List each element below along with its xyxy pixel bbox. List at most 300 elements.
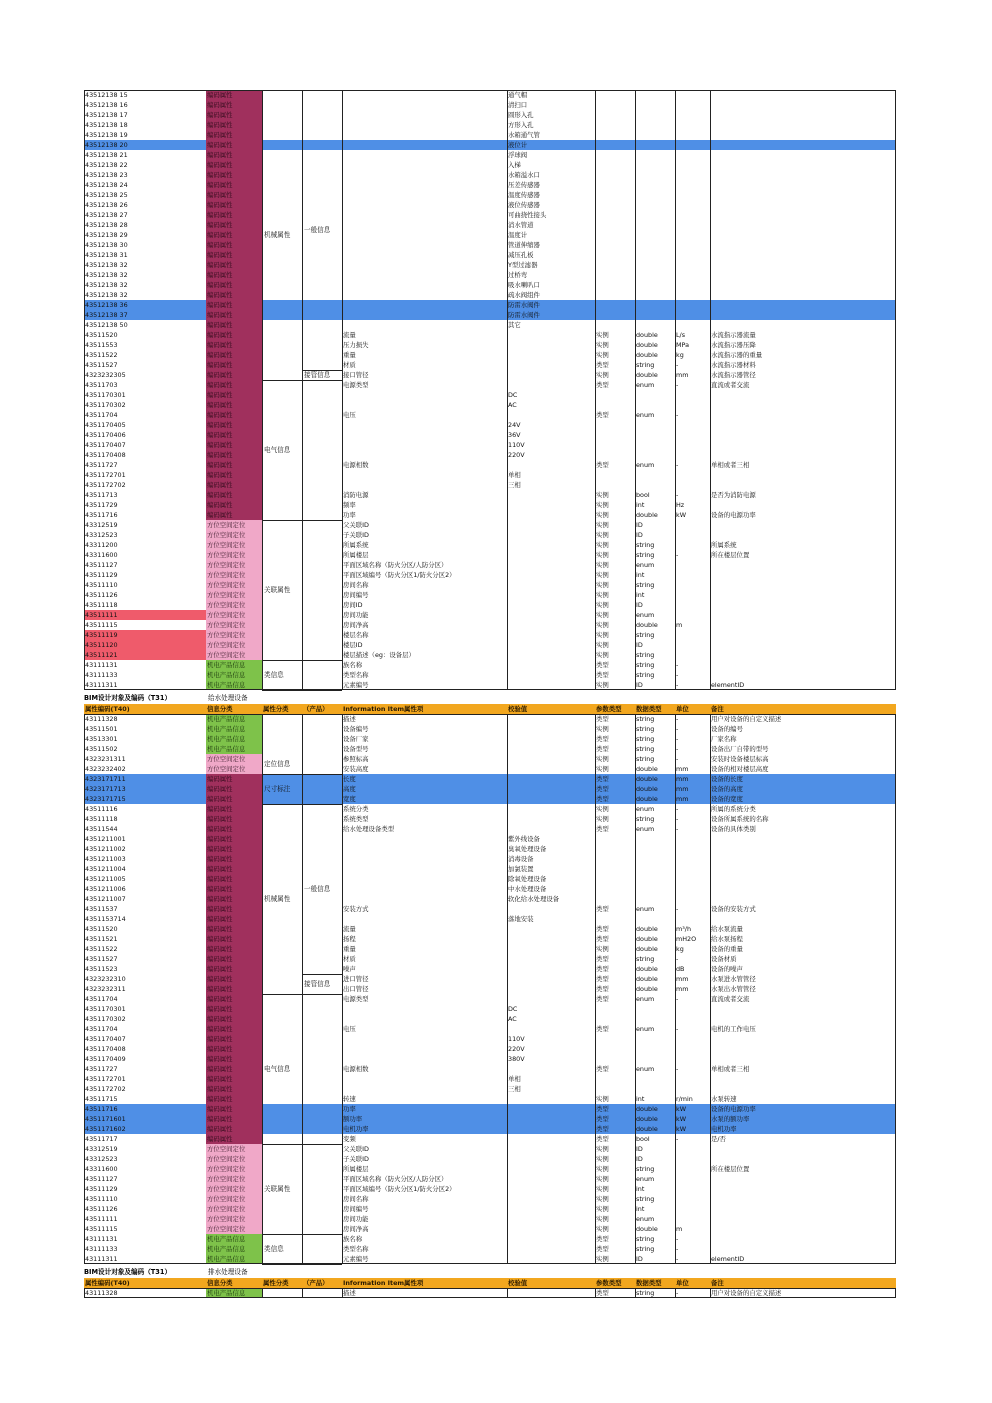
column-header: 备注 (710, 704, 896, 714)
group-label: 电气信息 (264, 1065, 291, 1073)
cell: 设备的具体类别 (711, 825, 756, 833)
cell: kW (676, 1105, 687, 1113)
grid-line (635, 714, 636, 1264)
group-label: 电气信息 (264, 446, 291, 454)
cell: 类型 (596, 985, 609, 993)
cell: 温度计 (508, 231, 528, 239)
cell: int (636, 1185, 645, 1193)
cell: 直流或者交流 (711, 995, 750, 1003)
cell: 实例 (596, 681, 609, 689)
cell: string (636, 1289, 655, 1297)
cell: 扬程 (343, 935, 356, 943)
cell: 类型 (596, 671, 609, 679)
cell: AC (508, 1015, 517, 1023)
cell: int (636, 1205, 645, 1213)
cell: 实例 (596, 725, 609, 733)
cell: 单相 (508, 471, 521, 479)
cell: 类型 (596, 461, 609, 469)
cell: 楼层描述（eg：设备层） (343, 651, 415, 659)
cell: 4351172702 (85, 481, 126, 489)
group-label: 尺寸标注 (264, 785, 291, 793)
cell: 43511118 (85, 815, 118, 823)
cell: 实例 (596, 1255, 609, 1263)
cell: 电源类型 (343, 995, 369, 1003)
cell: 重量 (343, 945, 356, 953)
cell: - (676, 1235, 679, 1243)
cell: 43512138 18 (85, 121, 128, 129)
cell: 编码属性 (206, 360, 262, 370)
cell: 4351170302 (85, 1015, 126, 1023)
cell: 43511703 (85, 381, 118, 389)
cell: 方位空间定位 (206, 530, 262, 540)
cell: 43511521 (85, 935, 118, 943)
cell: 实例 (596, 571, 609, 579)
cell: 编码属性 (206, 380, 262, 390)
cell: 实例 (596, 591, 609, 599)
cell: 4351211006 (85, 885, 126, 893)
cell: 单相 (508, 1075, 521, 1083)
cell: 方形入孔 (508, 121, 534, 129)
cell: 父关联ID (343, 521, 369, 529)
cell: 编码属性 (206, 100, 262, 110)
cell: 编码属性 (206, 470, 262, 480)
cell: string (636, 1165, 655, 1173)
cell: 4351171601 (84, 1114, 206, 1124)
cell: 平面区域名称（防火分区/人防分区） (343, 1175, 448, 1183)
cell: 43512138 32 (85, 281, 128, 289)
cell: mm (676, 371, 689, 379)
subgroup-label: 接管信息 (304, 980, 331, 988)
cell: - (676, 1255, 679, 1263)
cell: 高度 (343, 785, 356, 793)
cell: m (676, 1225, 683, 1233)
cell: 管道伸缩器 (508, 241, 540, 249)
table-header (84, 1278, 896, 1288)
cell: mH2O (676, 935, 697, 943)
cell: 编码属性 (206, 270, 262, 280)
cell: MPa (676, 341, 689, 349)
cell: 编码属性 (206, 410, 262, 420)
cell: 编码属性 (206, 230, 262, 240)
cell: dB (676, 965, 685, 973)
cell: 类型 (596, 745, 609, 753)
cell: mm (676, 765, 689, 773)
cell: 疏水阀组件 (508, 291, 540, 299)
cell: 220V (508, 451, 525, 459)
cell: 房间名称 (343, 1195, 369, 1203)
cell: 4351211002 (85, 845, 126, 853)
cell: 类型 (596, 735, 609, 743)
cell: L/s (676, 331, 686, 339)
cell: string (636, 735, 655, 743)
cell: 43512138 20 (84, 140, 206, 150)
cell: 压差传感器 (508, 181, 540, 189)
cell: ID (636, 521, 643, 529)
cell: 安装方式 (343, 905, 369, 913)
cell: 三相 (508, 1085, 521, 1093)
cell: 4351171602 (84, 1124, 206, 1134)
cell: 方位空间定位 (206, 610, 262, 620)
cell: 类型 (596, 955, 609, 963)
cell: 平面区域编号（防火分区1/防火分区2） (343, 1185, 456, 1193)
column-header: 信息分类 (206, 704, 262, 714)
column-header: 信息分类 (206, 1278, 262, 1288)
cell: 编码属性 (206, 510, 262, 520)
cell: - (676, 491, 679, 499)
cell: kW (676, 1115, 687, 1123)
cell: 编码属性 (206, 150, 262, 160)
cell: 编码属性 (206, 894, 262, 904)
cell: 水泵的额功率 (711, 1115, 750, 1123)
cell: 43511119 (84, 630, 206, 640)
cell: 编码属性 (206, 110, 262, 120)
cell: 43511110 (85, 581, 118, 589)
group-label: 定位信息 (264, 760, 291, 768)
cell: 设备的噪声 (711, 965, 743, 973)
grid-line (635, 1288, 636, 1298)
cell: 方位空间定位 (206, 754, 262, 764)
cell: 编码属性 (206, 240, 262, 250)
group-divider (262, 1234, 342, 1235)
cell: 机电产品信息 (206, 714, 262, 724)
cell: 编码属性 (206, 340, 262, 350)
cell: 温度传感器 (508, 191, 540, 199)
cell: 机电产品信息 (206, 734, 262, 744)
cell: 4351153714 (85, 915, 126, 923)
cell: 43511715 (85, 1095, 118, 1103)
cell: 43111133 (85, 1245, 118, 1253)
object-name: 给水处理设备 (208, 694, 248, 702)
column-header: Information Item属性项 (342, 1278, 507, 1288)
cell: 4351172701 (85, 1075, 126, 1083)
cell: string (636, 651, 655, 659)
cell: 方位空间定位 (206, 600, 262, 610)
cell: double (636, 925, 658, 933)
cell: 43511522 (85, 945, 118, 953)
cell: r/min (676, 1095, 693, 1103)
cell: 类型 (596, 905, 609, 913)
cell: 43512138 32 (85, 271, 128, 279)
cell: 编码属性 (206, 1104, 262, 1114)
cell: 编码属性 (206, 190, 262, 200)
cell: double (636, 511, 658, 519)
cell: 43512138 28 (85, 221, 128, 229)
cell: 方位空间定位 (206, 1164, 262, 1174)
group-divider (262, 520, 342, 521)
cell: 长度 (343, 775, 356, 783)
column-header: 属性编码(T40) (84, 704, 206, 714)
table-header (84, 704, 896, 714)
cell: 43511116 (85, 805, 118, 813)
column-header: 单位 (675, 1278, 710, 1288)
cell: 4351211001 (85, 835, 126, 843)
cell: 减压孔板 (508, 251, 534, 259)
cell: 43513301 (85, 735, 118, 743)
cell: 通气帽 (508, 91, 528, 99)
cell: 编码属性 (206, 934, 262, 944)
cell: 方位空间定位 (206, 764, 262, 774)
cell: 防雷水阀件 (508, 301, 540, 309)
cell: 编码属性 (206, 1044, 262, 1054)
grid-line (675, 1288, 676, 1298)
cell: enum (636, 995, 655, 1003)
cell: 编码属性 (206, 854, 262, 864)
cell: mm (676, 975, 689, 983)
cell: 方位空间定位 (206, 1154, 262, 1164)
cell: 过桥弯 (508, 271, 528, 279)
cell: 所在楼层位置 (711, 551, 750, 559)
cell: AC (508, 401, 517, 409)
cell: 编码属性 (206, 1014, 262, 1024)
cell: - (676, 681, 679, 689)
cell: 类型 (596, 795, 609, 803)
cell: 实例 (596, 1145, 609, 1153)
cell: kW (676, 511, 687, 519)
cell: 编码属性 (206, 794, 262, 804)
cell: 43511115 (85, 1225, 118, 1233)
cell: 编码属性 (206, 140, 262, 150)
cell: 43511129 (85, 1185, 118, 1193)
cell: 方位空间定位 (206, 1184, 262, 1194)
grid-line (262, 90, 263, 690)
cell: string (636, 725, 655, 733)
cell: 类型 (596, 1105, 609, 1113)
cell: 4323232402 (85, 765, 126, 773)
group-divider (262, 660, 342, 661)
cell: 实例 (596, 1195, 609, 1203)
cell: 43511520 (85, 925, 118, 933)
cell: 43512138 17 (85, 111, 128, 119)
cell: 设备的宽度 (711, 795, 743, 803)
cell: 臭氧处理设备 (508, 845, 547, 853)
cell: 43512138 26 (85, 201, 128, 209)
cell: 43111328 (85, 1289, 118, 1297)
grid-line (595, 714, 596, 1264)
cell: 实例 (596, 521, 609, 529)
cell: 接口管径 (343, 371, 369, 379)
cell: 43512138 37 (84, 310, 206, 320)
cell: 4351170407 (85, 441, 126, 449)
cell: 类型 (596, 1289, 609, 1297)
cell: 实例 (596, 621, 609, 629)
cell: 编码属性 (206, 1024, 262, 1034)
cell: 4351170405 (85, 421, 126, 429)
cell: 实例 (596, 551, 609, 559)
grid-line (262, 714, 263, 1264)
cell: 4323232310 (85, 975, 126, 983)
cell: 43512138 24 (85, 181, 128, 189)
cell: bool (636, 491, 650, 499)
cell: 4351170408 (85, 1045, 126, 1053)
cell: 编码属性 (206, 120, 262, 130)
cell: 类型 (596, 1235, 609, 1243)
cell: string (636, 581, 655, 589)
cell: string (636, 745, 655, 753)
cell: 编码属性 (206, 1094, 262, 1104)
cell: 机电产品信息 (206, 1254, 262, 1264)
cell: 落地安装 (508, 915, 534, 923)
grid-line (302, 714, 303, 1264)
cell: 43111131 (85, 1235, 118, 1243)
cell: 消水管道 (508, 221, 534, 229)
cell: bool (636, 1135, 650, 1143)
cell: 编码属性 (206, 784, 262, 794)
table-frame (84, 1288, 896, 1298)
cell: enum (636, 611, 655, 619)
cell: 进口管径 (343, 975, 369, 983)
cell: 43512138 32 (85, 291, 128, 299)
cell: 水泵转速 (711, 1095, 737, 1103)
cell: int (636, 591, 645, 599)
cell: kW (676, 1125, 687, 1133)
cell: 安装时设备楼层标高 (711, 755, 769, 763)
cell: 43511120 (84, 640, 206, 650)
cell: 电源相数 (343, 1065, 369, 1073)
cell: 机电产品信息 (206, 1234, 262, 1244)
cell: 房间净高 (343, 1225, 369, 1233)
cell: 43111311 (85, 681, 118, 689)
cell: 编码属性 (206, 330, 262, 340)
cell: 编码属性 (206, 954, 262, 964)
cell: 43511129 (85, 571, 118, 579)
cell: 方位空间定位 (206, 590, 262, 600)
cell: enum (636, 1175, 655, 1183)
cell: m (676, 621, 683, 629)
column-header: Information Item属性项 (342, 704, 507, 714)
cell: 43512138 22 (85, 161, 128, 169)
cell: double (636, 775, 658, 783)
cell: 描述 (343, 1289, 356, 1297)
cell: 水流指示器流量 (711, 331, 756, 339)
cell: - (676, 995, 679, 1003)
cell: Y型过滤器 (508, 261, 538, 269)
cell: 4351170302 (85, 401, 126, 409)
cell: 编码属性 (206, 490, 262, 500)
table-frame (84, 714, 896, 1264)
cell: 类型名称 (343, 1245, 369, 1253)
cell: 类型名称 (343, 671, 369, 679)
cell: 4351211003 (85, 855, 126, 863)
grid-line (710, 90, 711, 690)
cell: 实例 (596, 351, 609, 359)
cell: 房间功能 (343, 611, 369, 619)
cell: 所属楼层 (343, 1165, 369, 1173)
cell: kg (676, 351, 684, 359)
cell: 43312519 (85, 1145, 118, 1153)
cell: - (676, 361, 679, 369)
cell: 编码属性 (206, 904, 262, 914)
cell: 族名称 (343, 661, 363, 669)
cell: 实例 (596, 631, 609, 639)
cell: 43511704 (85, 411, 118, 419)
cell: 三相 (508, 481, 521, 489)
cell: 用户对设备的自定义描述 (711, 715, 782, 723)
cell: 43312519 (85, 521, 118, 529)
cell: - (676, 551, 679, 559)
subgroup-divider (302, 974, 342, 975)
cell: 43512138 15 (85, 91, 128, 99)
grid-line (595, 90, 596, 690)
cell: enum (636, 411, 655, 419)
cell: 设备的电源功率 (711, 1105, 756, 1113)
cell: 实例 (596, 531, 609, 539)
cell: 编码属性 (206, 874, 262, 884)
cell: 实例 (596, 815, 609, 823)
cell: - (676, 715, 679, 723)
object-name: 排水处理设备 (208, 1268, 248, 1276)
cell: 噪声 (343, 965, 356, 973)
cell: double (636, 785, 658, 793)
cell: 实例 (596, 541, 609, 549)
cell: 43511527 (85, 955, 118, 963)
cell: 方位空间定位 (206, 1204, 262, 1214)
cell: 编码属性 (206, 280, 262, 290)
cell: 水流指示器的重量 (711, 351, 763, 359)
cell: 编码属性 (206, 310, 262, 320)
cell: 43511716 (85, 511, 118, 519)
cell: double (636, 765, 658, 773)
cell: 机电产品信息 (206, 724, 262, 734)
cell: m³/h (676, 925, 691, 933)
subgroup-divider (302, 380, 342, 381)
cell: 设备编号 (343, 725, 369, 733)
cell: 是/否 (711, 1135, 726, 1143)
cell: 43312523 (85, 1155, 118, 1163)
cell: 实例 (596, 1225, 609, 1233)
cell: 吸水喇叭口 (508, 281, 540, 289)
cell: 实例 (596, 1095, 609, 1103)
cell: double (636, 351, 658, 359)
cell: 加氯装置 (508, 865, 534, 873)
column-header: 参数类型 (595, 704, 635, 714)
cell: string (636, 955, 655, 963)
cell: 编码属性 (206, 170, 262, 180)
cell: 实例 (596, 1185, 609, 1193)
group-divider (262, 804, 342, 805)
cell: 方位空间定位 (206, 570, 262, 580)
cell: 110V (508, 441, 525, 449)
cell: 编码属性 (206, 1084, 262, 1094)
cell: 用户对设备的自定义描述 (711, 1289, 782, 1297)
grid-line (507, 90, 508, 690)
cell: 编码属性 (206, 1114, 262, 1124)
column-header: 属性编码(T40) (84, 1278, 206, 1288)
cell: 4351170407 (85, 1035, 126, 1043)
cell: 类型 (596, 995, 609, 1003)
cell: 房间功能 (343, 1215, 369, 1223)
cell: double (636, 341, 658, 349)
subgroup-divider (302, 994, 342, 995)
cell: 36V (508, 431, 521, 439)
cell: 方位空间定位 (206, 580, 262, 590)
cell: 43511553 (85, 341, 118, 349)
cell: 液位传感器 (508, 201, 540, 209)
cell: 浮球阀 (508, 151, 528, 159)
cell: enum (636, 1215, 655, 1223)
cell: 43111328 (85, 715, 118, 723)
cell: 所属系统 (343, 541, 369, 549)
grid-line (342, 1288, 343, 1298)
cell: 编码属性 (206, 370, 262, 380)
cell: 编码属性 (206, 914, 262, 924)
cell: 43511126 (85, 591, 118, 599)
cell: 类型 (596, 775, 609, 783)
cell: 设备的长度 (711, 775, 743, 783)
cell: 实例 (596, 331, 609, 339)
column-header: 数据类型 (635, 704, 675, 714)
cell: 电压 (343, 411, 356, 419)
cell: 编码属性 (206, 834, 262, 844)
